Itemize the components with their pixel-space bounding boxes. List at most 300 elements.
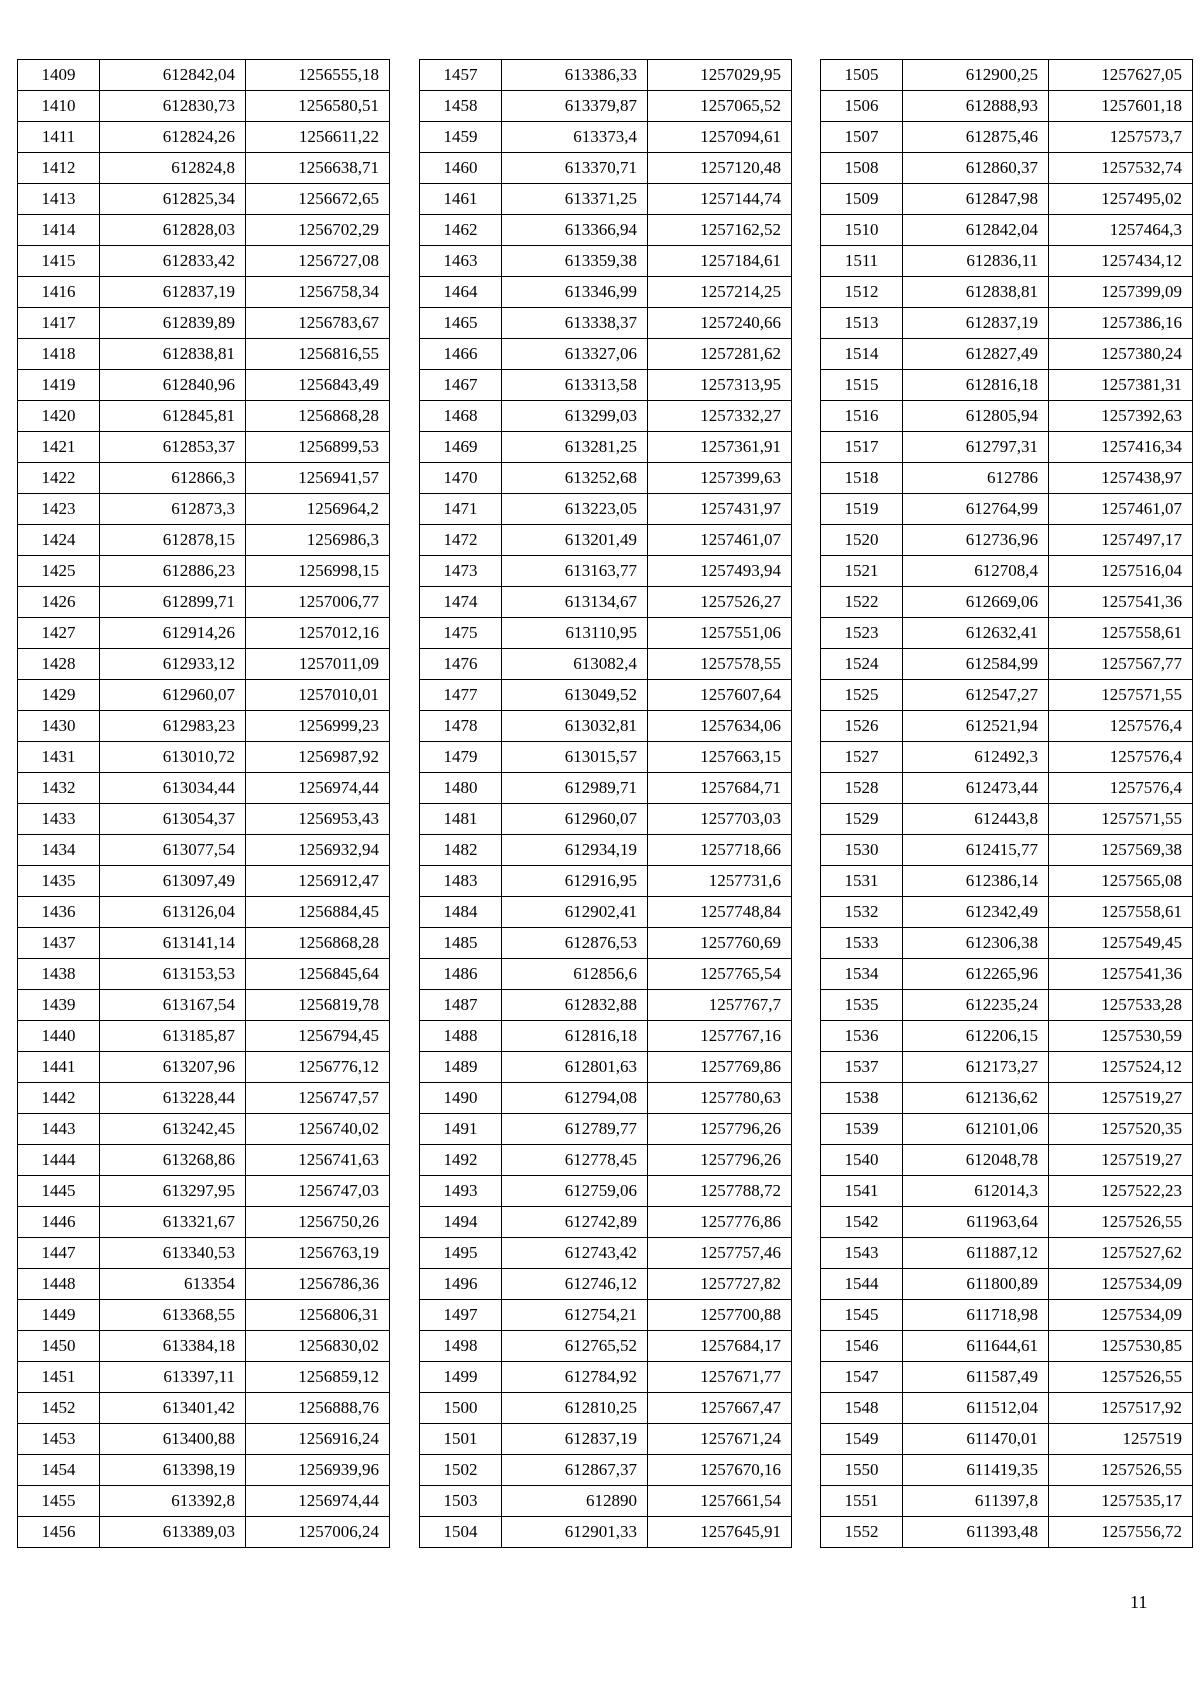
x-coordinate: 612960,07 — [502, 804, 648, 835]
point-number: 1447 — [18, 1238, 100, 1269]
y-coordinate: 1257361,91 — [648, 432, 792, 463]
point-number: 1540 — [821, 1145, 903, 1176]
point-number: 1510 — [821, 215, 903, 246]
point-number: 1498 — [420, 1331, 502, 1362]
x-coordinate: 612742,89 — [502, 1207, 648, 1238]
table-row — [18, 1331, 390, 1362]
x-coordinate: 612743,42 — [502, 1238, 648, 1269]
table-row — [420, 1424, 792, 1455]
point-number: 1481 — [420, 804, 502, 835]
x-coordinate: 612856,6 — [502, 959, 648, 990]
point-number: 1504 — [420, 1517, 502, 1548]
table-row — [18, 308, 390, 339]
y-coordinate: 1256974,44 — [246, 773, 390, 804]
y-coordinate: 1257780,63 — [648, 1083, 792, 1114]
y-coordinate: 1257010,01 — [246, 680, 390, 711]
table-row — [18, 804, 390, 835]
x-coordinate: 612900,25 — [903, 60, 1049, 91]
x-coordinate: 613379,87 — [502, 91, 648, 122]
x-coordinate: 612933,12 — [100, 649, 246, 680]
x-coordinate: 612837,19 — [502, 1424, 648, 1455]
x-coordinate: 613185,87 — [100, 1021, 246, 1052]
y-coordinate: 1257627,05 — [1049, 60, 1193, 91]
x-coordinate: 613082,4 — [502, 649, 648, 680]
y-coordinate: 1256964,2 — [246, 494, 390, 525]
table-row — [420, 494, 792, 525]
point-number: 1431 — [18, 742, 100, 773]
x-coordinate: 612784,92 — [502, 1362, 648, 1393]
table-row — [821, 804, 1193, 835]
point-number: 1519 — [821, 494, 903, 525]
x-coordinate: 612810,25 — [502, 1393, 648, 1424]
y-coordinate: 1257526,55 — [1049, 1362, 1193, 1393]
y-coordinate: 1257519,27 — [1049, 1145, 1193, 1176]
table-row — [420, 1145, 792, 1176]
y-coordinate: 1257558,61 — [1049, 897, 1193, 928]
table-row — [420, 804, 792, 835]
x-coordinate: 612888,93 — [903, 91, 1049, 122]
y-coordinate: 1257684,17 — [648, 1331, 792, 1362]
point-number: 1493 — [420, 1176, 502, 1207]
table-row — [420, 60, 792, 91]
x-coordinate: 612754,21 — [502, 1300, 648, 1331]
x-coordinate: 612838,81 — [100, 339, 246, 370]
x-coordinate: 613397,11 — [100, 1362, 246, 1393]
x-coordinate: 613167,54 — [100, 990, 246, 1021]
point-number: 1500 — [420, 1393, 502, 1424]
table-row — [18, 122, 390, 153]
x-coordinate: 612824,26 — [100, 122, 246, 153]
y-coordinate: 1257601,18 — [1049, 91, 1193, 122]
table-row — [420, 215, 792, 246]
point-number: 1496 — [420, 1269, 502, 1300]
table-row — [18, 1486, 390, 1517]
y-coordinate: 1257634,06 — [648, 711, 792, 742]
x-coordinate: 612825,34 — [100, 184, 246, 215]
y-coordinate: 1256776,12 — [246, 1052, 390, 1083]
y-coordinate: 1257788,72 — [648, 1176, 792, 1207]
y-coordinate: 1257495,02 — [1049, 184, 1193, 215]
y-coordinate: 1257671,24 — [648, 1424, 792, 1455]
table-row — [821, 1424, 1193, 1455]
point-number: 1511 — [821, 246, 903, 277]
x-coordinate: 612521,94 — [903, 711, 1049, 742]
x-coordinate: 612473,44 — [903, 773, 1049, 804]
table-row — [18, 866, 390, 897]
x-coordinate: 612886,23 — [100, 556, 246, 587]
x-coordinate: 613097,49 — [100, 866, 246, 897]
x-coordinate: 612265,96 — [903, 959, 1049, 990]
x-coordinate: 613354 — [100, 1269, 246, 1300]
y-coordinate: 1256819,78 — [246, 990, 390, 1021]
table-row — [420, 959, 792, 990]
table-row — [18, 1021, 390, 1052]
table-row — [18, 525, 390, 556]
y-coordinate: 1257684,71 — [648, 773, 792, 804]
table-row — [18, 1207, 390, 1238]
table-row — [821, 773, 1193, 804]
table-row — [420, 587, 792, 618]
point-number: 1489 — [420, 1052, 502, 1083]
table-row — [18, 897, 390, 928]
y-coordinate: 1256702,29 — [246, 215, 390, 246]
y-coordinate: 1257144,74 — [648, 184, 792, 215]
y-coordinate: 1257576,4 — [1049, 742, 1193, 773]
table-row — [821, 308, 1193, 339]
x-coordinate: 612838,81 — [903, 277, 1049, 308]
x-coordinate: 612827,49 — [903, 339, 1049, 370]
table-row — [18, 1393, 390, 1424]
point-number: 1437 — [18, 928, 100, 959]
y-coordinate: 1257431,97 — [648, 494, 792, 525]
y-coordinate: 1257464,3 — [1049, 215, 1193, 246]
y-coordinate: 1257727,82 — [648, 1269, 792, 1300]
x-coordinate: 612833,42 — [100, 246, 246, 277]
x-coordinate: 613223,05 — [502, 494, 648, 525]
y-coordinate: 1257576,4 — [1049, 773, 1193, 804]
point-number: 1420 — [18, 401, 100, 432]
point-number: 1484 — [420, 897, 502, 928]
x-coordinate: 612837,19 — [903, 308, 1049, 339]
y-coordinate: 1257703,03 — [648, 804, 792, 835]
y-coordinate: 1257012,16 — [246, 618, 390, 649]
y-coordinate: 1256899,53 — [246, 432, 390, 463]
x-coordinate: 612632,41 — [903, 618, 1049, 649]
table-row — [821, 1362, 1193, 1393]
table-row — [821, 494, 1193, 525]
table-row — [18, 463, 390, 494]
point-number: 1529 — [821, 804, 903, 835]
coordinate-table-2 — [419, 59, 792, 1548]
point-number: 1480 — [420, 773, 502, 804]
point-number: 1450 — [18, 1331, 100, 1362]
x-coordinate: 612492,3 — [903, 742, 1049, 773]
point-number: 1537 — [821, 1052, 903, 1083]
table-row — [18, 990, 390, 1021]
y-coordinate: 1256986,3 — [246, 525, 390, 556]
point-number: 1460 — [420, 153, 502, 184]
x-coordinate: 612847,98 — [903, 184, 1049, 215]
table-row — [18, 277, 390, 308]
x-coordinate: 612173,27 — [903, 1052, 1049, 1083]
table-row — [821, 1021, 1193, 1052]
point-number: 1492 — [420, 1145, 502, 1176]
x-coordinate: 611512,04 — [903, 1393, 1049, 1424]
y-coordinate: 1257519 — [1049, 1424, 1193, 1455]
table-row — [420, 122, 792, 153]
point-number: 1488 — [420, 1021, 502, 1052]
y-coordinate: 1257527,62 — [1049, 1238, 1193, 1269]
table-row — [420, 618, 792, 649]
point-number: 1442 — [18, 1083, 100, 1114]
y-coordinate: 1256941,57 — [246, 463, 390, 494]
table-row — [420, 1052, 792, 1083]
table-row — [821, 1083, 1193, 1114]
point-number: 1439 — [18, 990, 100, 1021]
x-coordinate: 611393,48 — [903, 1517, 1049, 1548]
x-coordinate: 613141,14 — [100, 928, 246, 959]
point-number: 1551 — [821, 1486, 903, 1517]
y-coordinate: 1256741,63 — [246, 1145, 390, 1176]
point-number: 1494 — [420, 1207, 502, 1238]
point-number: 1487 — [420, 990, 502, 1021]
table-row — [420, 1269, 792, 1300]
table-row — [420, 401, 792, 432]
point-number: 1503 — [420, 1486, 502, 1517]
point-number: 1531 — [821, 866, 903, 897]
table-row — [821, 990, 1193, 1021]
x-coordinate: 612934,19 — [502, 835, 648, 866]
table-row — [18, 339, 390, 370]
x-coordinate: 613110,95 — [502, 618, 648, 649]
y-coordinate: 1257670,16 — [648, 1455, 792, 1486]
y-coordinate: 1256672,65 — [246, 184, 390, 215]
x-coordinate: 611397,8 — [903, 1486, 1049, 1517]
y-coordinate: 1256998,15 — [246, 556, 390, 587]
point-number: 1436 — [18, 897, 100, 928]
point-number: 1509 — [821, 184, 903, 215]
x-coordinate: 613389,03 — [100, 1517, 246, 1548]
table-row — [821, 1145, 1193, 1176]
page-number: 11 — [1130, 1592, 1148, 1612]
y-coordinate: 1256999,23 — [246, 711, 390, 742]
table-row — [420, 184, 792, 215]
y-coordinate: 1257607,64 — [648, 680, 792, 711]
y-coordinate: 1256953,43 — [246, 804, 390, 835]
point-number: 1485 — [420, 928, 502, 959]
y-coordinate: 1257011,09 — [246, 649, 390, 680]
y-coordinate: 1257214,25 — [648, 277, 792, 308]
point-number: 1440 — [18, 1021, 100, 1052]
point-number: 1534 — [821, 959, 903, 990]
table-row — [821, 1455, 1193, 1486]
table-row — [18, 246, 390, 277]
x-coordinate: 612342,49 — [903, 897, 1049, 928]
x-coordinate: 612584,99 — [903, 649, 1049, 680]
point-number: 1443 — [18, 1114, 100, 1145]
point-number: 1444 — [18, 1145, 100, 1176]
point-number: 1423 — [18, 494, 100, 525]
table-row — [821, 556, 1193, 587]
point-number: 1434 — [18, 835, 100, 866]
x-coordinate: 612989,71 — [502, 773, 648, 804]
table-row — [821, 277, 1193, 308]
table-row — [18, 432, 390, 463]
y-coordinate: 1256888,76 — [246, 1393, 390, 1424]
x-coordinate: 612878,15 — [100, 525, 246, 556]
y-coordinate: 1257380,24 — [1049, 339, 1193, 370]
point-number: 1482 — [420, 835, 502, 866]
y-coordinate: 1257569,38 — [1049, 835, 1193, 866]
point-number: 1410 — [18, 91, 100, 122]
y-coordinate: 1257663,15 — [648, 742, 792, 773]
point-number: 1548 — [821, 1393, 903, 1424]
table-row — [420, 928, 792, 959]
y-coordinate: 1257524,12 — [1049, 1052, 1193, 1083]
x-coordinate: 613346,99 — [502, 277, 648, 308]
x-coordinate: 611419,35 — [903, 1455, 1049, 1486]
y-coordinate: 1257517,92 — [1049, 1393, 1193, 1424]
y-coordinate: 1256750,26 — [246, 1207, 390, 1238]
x-coordinate: 613400,88 — [100, 1424, 246, 1455]
point-number: 1525 — [821, 680, 903, 711]
point-number: 1508 — [821, 153, 903, 184]
table-row — [420, 649, 792, 680]
table-row — [18, 928, 390, 959]
y-coordinate: 1257434,12 — [1049, 246, 1193, 277]
point-number: 1411 — [18, 122, 100, 153]
y-coordinate: 1257718,66 — [648, 835, 792, 866]
x-coordinate: 613366,94 — [502, 215, 648, 246]
x-coordinate: 612853,37 — [100, 432, 246, 463]
point-number: 1477 — [420, 680, 502, 711]
x-coordinate: 612547,27 — [903, 680, 1049, 711]
y-coordinate: 1257522,23 — [1049, 1176, 1193, 1207]
y-coordinate: 1257526,55 — [1049, 1207, 1193, 1238]
point-number: 1466 — [420, 339, 502, 370]
x-coordinate: 612048,78 — [903, 1145, 1049, 1176]
table-row — [420, 432, 792, 463]
point-number: 1536 — [821, 1021, 903, 1052]
table-row — [821, 432, 1193, 463]
y-coordinate: 1257578,55 — [648, 649, 792, 680]
coordinate-table-3 — [820, 59, 1193, 1548]
table-row — [420, 370, 792, 401]
y-coordinate: 1257767,7 — [648, 990, 792, 1021]
table-row — [821, 587, 1193, 618]
table-row — [18, 742, 390, 773]
y-coordinate: 1257757,46 — [648, 1238, 792, 1269]
x-coordinate: 613368,55 — [100, 1300, 246, 1331]
point-number: 1541 — [821, 1176, 903, 1207]
table-row — [18, 680, 390, 711]
table-row — [821, 742, 1193, 773]
point-number: 1428 — [18, 649, 100, 680]
x-coordinate: 613359,38 — [502, 246, 648, 277]
x-coordinate: 613386,33 — [502, 60, 648, 91]
table-row — [18, 494, 390, 525]
x-coordinate: 612235,24 — [903, 990, 1049, 1021]
point-number: 1502 — [420, 1455, 502, 1486]
x-coordinate: 612875,46 — [903, 122, 1049, 153]
table-row — [18, 835, 390, 866]
x-coordinate: 613032,81 — [502, 711, 648, 742]
point-number: 1415 — [18, 246, 100, 277]
x-coordinate: 612816,18 — [903, 370, 1049, 401]
table-row — [18, 184, 390, 215]
table-row — [821, 1393, 1193, 1424]
table-row — [18, 1455, 390, 1486]
table-row — [821, 91, 1193, 122]
point-number: 1550 — [821, 1455, 903, 1486]
table-row — [420, 1455, 792, 1486]
y-coordinate: 1257438,97 — [1049, 463, 1193, 494]
point-number: 1527 — [821, 742, 903, 773]
point-number: 1528 — [821, 773, 903, 804]
point-number: 1542 — [821, 1207, 903, 1238]
table-row — [821, 1052, 1193, 1083]
point-number: 1438 — [18, 959, 100, 990]
y-coordinate: 1256830,02 — [246, 1331, 390, 1362]
x-coordinate: 611587,49 — [903, 1362, 1049, 1393]
x-coordinate: 612101,06 — [903, 1114, 1049, 1145]
y-coordinate: 1257497,17 — [1049, 525, 1193, 556]
x-coordinate: 612830,73 — [100, 91, 246, 122]
x-coordinate: 613077,54 — [100, 835, 246, 866]
point-number: 1523 — [821, 618, 903, 649]
x-coordinate: 613134,67 — [502, 587, 648, 618]
point-number: 1468 — [420, 401, 502, 432]
y-coordinate: 1257573,7 — [1049, 122, 1193, 153]
point-number: 1490 — [420, 1083, 502, 1114]
x-coordinate: 613370,71 — [502, 153, 648, 184]
y-coordinate: 1256845,64 — [246, 959, 390, 990]
table-row — [420, 1300, 792, 1331]
point-number: 1497 — [420, 1300, 502, 1331]
point-number: 1547 — [821, 1362, 903, 1393]
table-row — [18, 1145, 390, 1176]
point-number: 1483 — [420, 866, 502, 897]
x-coordinate: 612837,19 — [100, 277, 246, 308]
y-coordinate: 1257516,04 — [1049, 556, 1193, 587]
table-row — [821, 959, 1193, 990]
x-coordinate: 613126,04 — [100, 897, 246, 928]
table-row — [821, 1517, 1193, 1548]
point-number: 1424 — [18, 525, 100, 556]
x-coordinate: 613338,37 — [502, 308, 648, 339]
x-coordinate: 613327,06 — [502, 339, 648, 370]
point-number: 1464 — [420, 277, 502, 308]
point-number: 1456 — [18, 1517, 100, 1548]
point-number: 1418 — [18, 339, 100, 370]
table-row — [18, 773, 390, 804]
x-coordinate: 612736,96 — [903, 525, 1049, 556]
point-number: 1526 — [821, 711, 903, 742]
y-coordinate: 1257006,24 — [246, 1517, 390, 1548]
y-coordinate: 1256974,44 — [246, 1486, 390, 1517]
y-coordinate: 1257760,69 — [648, 928, 792, 959]
x-coordinate: 613049,52 — [502, 680, 648, 711]
point-number: 1470 — [420, 463, 502, 494]
y-coordinate: 1257549,45 — [1049, 928, 1193, 959]
x-coordinate: 613201,49 — [502, 525, 648, 556]
table-row — [18, 1052, 390, 1083]
y-coordinate: 1257399,09 — [1049, 277, 1193, 308]
table-row — [821, 401, 1193, 432]
coordinate-table-1 — [17, 59, 390, 1548]
y-coordinate: 1256806,31 — [246, 1300, 390, 1331]
x-coordinate: 612386,14 — [903, 866, 1049, 897]
y-coordinate: 1257029,95 — [648, 60, 792, 91]
table-row — [18, 1517, 390, 1548]
table-row — [821, 618, 1193, 649]
x-coordinate: 612824,8 — [100, 153, 246, 184]
table-row — [420, 1393, 792, 1424]
x-coordinate: 611470,01 — [903, 1424, 1049, 1455]
y-coordinate: 1257558,61 — [1049, 618, 1193, 649]
table-row — [420, 990, 792, 1021]
y-coordinate: 1257386,16 — [1049, 308, 1193, 339]
x-coordinate: 612983,23 — [100, 711, 246, 742]
y-coordinate: 1256884,45 — [246, 897, 390, 928]
x-coordinate: 612866,3 — [100, 463, 246, 494]
x-coordinate: 613207,96 — [100, 1052, 246, 1083]
y-coordinate: 1257526,55 — [1049, 1455, 1193, 1486]
x-coordinate: 613228,44 — [100, 1083, 246, 1114]
x-coordinate: 612842,04 — [903, 215, 1049, 246]
x-coordinate: 612845,81 — [100, 401, 246, 432]
y-coordinate: 1257541,36 — [1049, 587, 1193, 618]
